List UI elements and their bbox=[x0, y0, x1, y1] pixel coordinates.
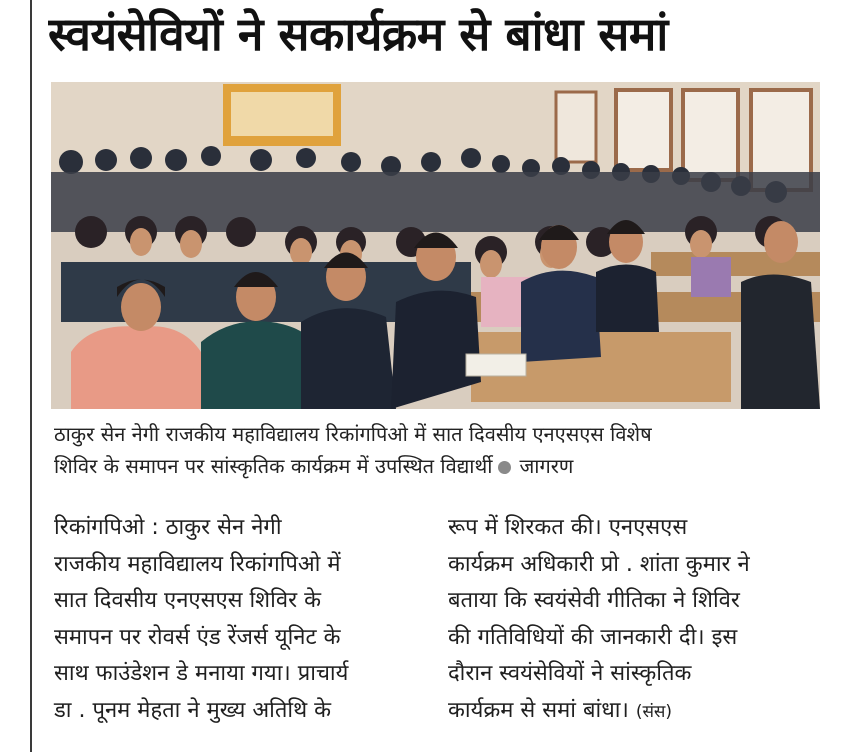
headline: स्वयंसेवियों ने सकार्यक्रम से बांधा समां bbox=[48, 7, 668, 61]
article-line bbox=[448, 693, 828, 731]
article-line: रूप में शिरकत की। एनएसएस bbox=[448, 515, 688, 540]
article-line: बताया कि स्वयंसेवी गीतिका ने शिविर bbox=[448, 588, 740, 613]
photo-caption bbox=[54, 418, 844, 482]
news-photo bbox=[51, 82, 820, 409]
article-line: राजकीय महाविद्यालय रिकांगपिओ में bbox=[54, 551, 341, 577]
article-text: कार्यक्रम से समां बांधा। bbox=[448, 697, 629, 723]
article-column-left bbox=[54, 510, 424, 729]
photo-credit: जागरण bbox=[519, 454, 574, 478]
article-line: साथ फाउंडेशन डे मनाया गया। प्राचार्य bbox=[54, 661, 349, 686]
classroom-photo bbox=[51, 82, 820, 409]
column-rule bbox=[30, 0, 32, 752]
bullet-icon bbox=[498, 461, 511, 474]
article-line: कार्यक्रम अधिकारी प्रो . शांता कुमार ने bbox=[448, 551, 750, 577]
article-line: डा . पूनम मेहता ने मुख्य अतिथि के bbox=[54, 697, 332, 723]
article-line: समापन पर रोवर्स एंड रेंजर्स यूनिट के bbox=[54, 624, 341, 650]
caption-line bbox=[54, 450, 844, 482]
article-line: की गतिविधियों की जानकारी दी। इस bbox=[448, 624, 738, 650]
caption-line: ठाकुर सेन नेगी राजकीय महाविद्यालय रिकांगपिओ में सात दिवसीय एनएसएस विशेष bbox=[54, 422, 652, 446]
article-line: सात दिवसीय एनएसएस शिविर के bbox=[54, 588, 321, 613]
caption-text: शिविर के समापन पर सांस्कृतिक कार्यक्रम में उपस्थित विद्यार्थी bbox=[54, 454, 493, 478]
article-column-right bbox=[448, 510, 828, 730]
article-line: दौरान स्वयंसेवियों ने सांस्कृतिक bbox=[448, 661, 692, 686]
article-line: रिकांगपिओ : ठाकुर सेन नेगी bbox=[54, 515, 282, 540]
source-tag: (संस) bbox=[635, 701, 673, 722]
